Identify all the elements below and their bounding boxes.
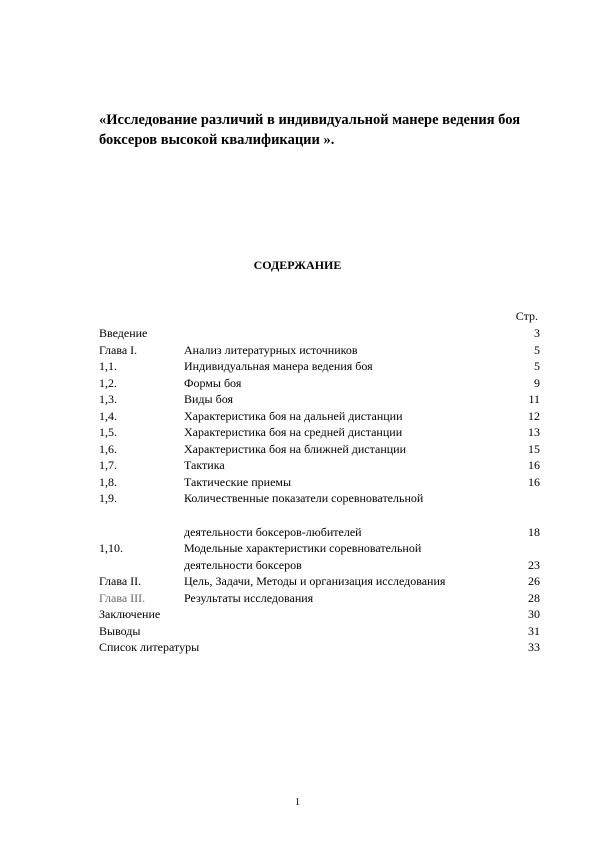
toc-row bbox=[99, 358, 540, 375]
toc-row bbox=[99, 590, 540, 607]
toc-page: 23 bbox=[528, 557, 540, 572]
toc-row bbox=[99, 639, 540, 656]
toc-page: 12 bbox=[528, 408, 540, 423]
toc-number: Выводы bbox=[99, 623, 141, 638]
toc-number: 1,10. bbox=[99, 541, 123, 555]
toc-title: Цель, Задачи, Методы и организация исследования bbox=[184, 574, 446, 588]
toc-page: 9 bbox=[534, 375, 540, 390]
toc-title: Количественные показатели соревновательной bbox=[184, 491, 424, 505]
toc-title: деятельности боксеров-любителей bbox=[184, 524, 362, 539]
contents-heading: СОДЕРЖАНИЕ bbox=[253, 258, 342, 272]
toc-title: деятельности боксеров bbox=[184, 557, 302, 572]
toc-title: Характеристика боя на средней дистанции bbox=[184, 425, 403, 439]
toc-row bbox=[99, 623, 540, 640]
page-number: 1 bbox=[295, 797, 300, 808]
toc-title: Формы боя bbox=[184, 375, 242, 390]
toc-row bbox=[99, 557, 540, 574]
toc-row bbox=[99, 408, 540, 425]
toc-page: 18 bbox=[528, 524, 540, 539]
toc-title: Результаты исследования bbox=[184, 590, 314, 605]
toc-number: 1,8. bbox=[99, 474, 117, 489]
toc-row bbox=[99, 474, 540, 491]
toc-row bbox=[99, 606, 540, 623]
toc-page: 26 bbox=[528, 574, 540, 588]
toc-row bbox=[99, 457, 540, 474]
table-of-contents bbox=[99, 325, 540, 656]
toc-number: Глава I. bbox=[99, 342, 138, 357]
toc-page: 3 bbox=[534, 326, 540, 340]
page-column-label: Стр. bbox=[515, 309, 538, 323]
toc-row bbox=[99, 325, 540, 342]
toc-title: Тактика bbox=[184, 458, 225, 472]
toc-row bbox=[99, 524, 540, 541]
toc-number: 1,3. bbox=[99, 392, 117, 406]
toc-number: 1,7. bbox=[99, 458, 117, 472]
toc-row bbox=[99, 573, 540, 590]
toc-title: Модельные характеристики соревновательной bbox=[184, 541, 422, 555]
toc-number: 1,5. bbox=[99, 425, 117, 439]
toc-number: 1,2. bbox=[99, 375, 117, 390]
toc-row bbox=[99, 375, 540, 392]
toc-number: Список литературы bbox=[99, 640, 200, 654]
toc-title: Индивидуальная манера ведения боя bbox=[184, 359, 373, 373]
toc-page: 33 bbox=[528, 640, 540, 654]
toc-row bbox=[99, 342, 540, 359]
toc-page: 16 bbox=[528, 474, 540, 489]
toc-number: Глава III. bbox=[99, 590, 146, 605]
toc-row bbox=[99, 391, 540, 408]
toc-number: 1,4. bbox=[99, 408, 117, 423]
toc-title: Характеристика боя на дальней дистанции bbox=[184, 408, 403, 423]
toc-page: 31 bbox=[528, 623, 540, 638]
toc-number: Глава II. bbox=[99, 574, 142, 588]
document-title: «Исследование различий в индивидуальной манере ведения боя боксеров высокой квалификации ». bbox=[99, 112, 521, 148]
toc-page: 5 bbox=[534, 359, 540, 373]
toc-page: 13 bbox=[528, 425, 540, 439]
toc-page: 30 bbox=[528, 607, 540, 621]
toc-title: Виды боя bbox=[184, 392, 233, 406]
toc-row bbox=[99, 490, 540, 507]
toc-number: Введение bbox=[99, 326, 148, 340]
toc-number: 1,6. bbox=[99, 441, 117, 456]
toc-row bbox=[99, 540, 540, 557]
toc-page: 11 bbox=[528, 392, 540, 406]
toc-page: 16 bbox=[528, 458, 540, 472]
toc-title: Анализ литературных источников bbox=[184, 342, 358, 357]
toc-number: 1,1. bbox=[99, 359, 117, 373]
toc-page: 5 bbox=[534, 342, 540, 357]
toc-title: Тактические приемы bbox=[184, 474, 292, 489]
toc-page: 15 bbox=[528, 441, 540, 456]
toc-page: 28 bbox=[528, 590, 540, 605]
toc-row bbox=[99, 441, 540, 458]
toc-title: Характеристика боя на ближней дистанции bbox=[184, 441, 407, 456]
toc-number: Заключение bbox=[99, 607, 161, 621]
toc-row bbox=[99, 424, 540, 441]
toc-number: 1,9. bbox=[99, 491, 117, 505]
